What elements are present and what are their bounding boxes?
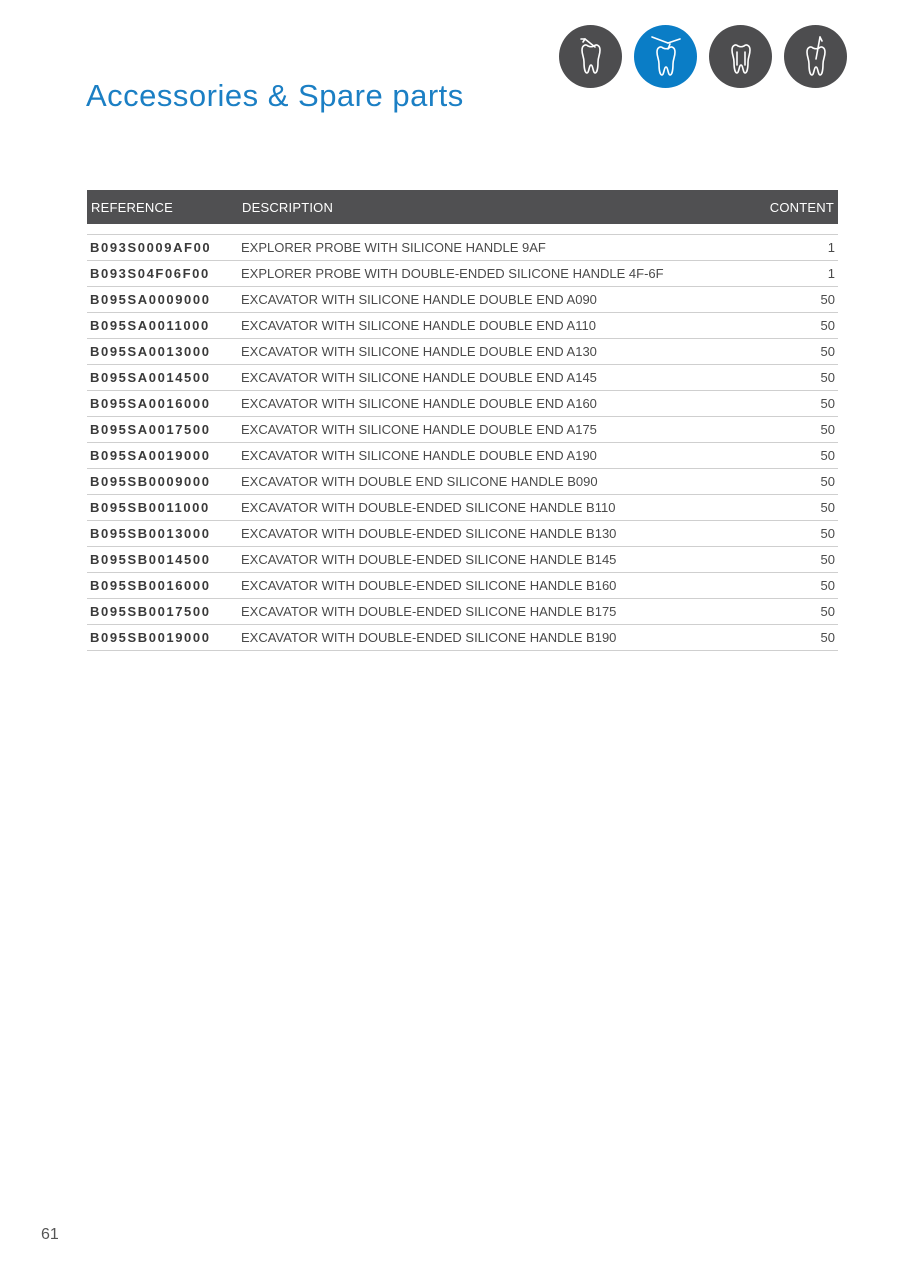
description-cell: EXCAVATOR WITH DOUBLE-ENDED SILICONE HANDLE B190: [238, 625, 758, 651]
table-spacer: [87, 224, 838, 235]
column-header-content: CONTENT: [758, 190, 838, 224]
table-row: [87, 443, 838, 469]
content-cell: 1: [758, 261, 838, 287]
description-cell: EXCAVATOR WITH SILICONE HANDLE DOUBLE END A110: [238, 313, 758, 339]
reference-cell: B095SB0014500: [87, 547, 238, 573]
content-cell: 50: [758, 521, 838, 547]
content-cell: 50: [758, 547, 838, 573]
content-cell: 50: [758, 625, 838, 651]
table-row: [87, 521, 838, 547]
reference-cell: B095SA0014500: [87, 365, 238, 391]
table-row: [87, 573, 838, 599]
tooth-handpiece-icon[interactable]: [634, 25, 697, 88]
table-row: [87, 339, 838, 365]
reference-cell: B095SB0017500: [87, 599, 238, 625]
reference-cell: B095SA0009000: [87, 287, 238, 313]
content-cell: 50: [758, 339, 838, 365]
page-title: Accessories & Spare parts: [86, 78, 464, 113]
column-header-description: DESCRIPTION: [238, 190, 758, 224]
description-cell: EXCAVATOR WITH DOUBLE-ENDED SILICONE HANDLE B160: [238, 573, 758, 599]
table-row: [87, 417, 838, 443]
table-row: [87, 599, 838, 625]
tooth-icon[interactable]: [709, 25, 772, 88]
reference-cell: B095SA0011000: [87, 313, 238, 339]
description-cell: EXCAVATOR WITH SILICONE HANDLE DOUBLE END A190: [238, 443, 758, 469]
description-cell: EXPLORER PROBE WITH SILICONE HANDLE 9AF: [238, 235, 758, 261]
reference-cell: B095SB0019000: [87, 625, 238, 651]
table-row: [87, 469, 838, 495]
content-cell: 50: [758, 365, 838, 391]
table-row: [87, 391, 838, 417]
spare-parts-table: [87, 190, 838, 651]
reference-cell: B095SA0017500: [87, 417, 238, 443]
content-cell: 50: [758, 469, 838, 495]
description-cell: EXCAVATOR WITH SILICONE HANDLE DOUBLE END A090: [238, 287, 758, 313]
table-row: [87, 365, 838, 391]
content-cell: 1: [758, 235, 838, 261]
content-cell: 50: [758, 573, 838, 599]
table-row: [87, 287, 838, 313]
content-cell: 50: [758, 313, 838, 339]
reference-cell: B095SA0013000: [87, 339, 238, 365]
reference-cell: B095SB0009000: [87, 469, 238, 495]
description-cell: EXCAVATOR WITH SILICONE HANDLE DOUBLE END A160: [238, 391, 758, 417]
reference-cell: B093S0009AF00: [87, 235, 238, 261]
description-cell: EXPLORER PROBE WITH DOUBLE-ENDED SILICONE HANDLE 4F-6F: [238, 261, 758, 287]
description-cell: EXCAVATOR WITH DOUBLE-ENDED SILICONE HANDLE B130: [238, 521, 758, 547]
content-cell: 50: [758, 443, 838, 469]
content-cell: 50: [758, 495, 838, 521]
reference-cell: B095SB0016000: [87, 573, 238, 599]
reference-cell: B095SA0019000: [87, 443, 238, 469]
reference-cell: B095SB0013000: [87, 521, 238, 547]
table-row: [87, 261, 838, 287]
reference-cell: B095SA0016000: [87, 391, 238, 417]
description-cell: EXCAVATOR WITH SILICONE HANDLE DOUBLE END A145: [238, 365, 758, 391]
tooth-scaler-icon[interactable]: [559, 25, 622, 88]
table-row: [87, 235, 838, 261]
content-cell: 50: [758, 391, 838, 417]
table-row: [87, 313, 838, 339]
description-cell: EXCAVATOR WITH DOUBLE-ENDED SILICONE HANDLE B110: [238, 495, 758, 521]
table-row: [87, 495, 838, 521]
page-number: 61: [41, 1226, 59, 1243]
description-cell: EXCAVATOR WITH SILICONE HANDLE DOUBLE END A130: [238, 339, 758, 365]
description-cell: EXCAVATOR WITH DOUBLE-ENDED SILICONE HANDLE B145: [238, 547, 758, 573]
tooth-probe-icon[interactable]: [784, 25, 847, 88]
table-row: [87, 547, 838, 573]
table-header-row: [87, 190, 838, 224]
reference-cell: B093S04F06F00: [87, 261, 238, 287]
description-cell: EXCAVATOR WITH SILICONE HANDLE DOUBLE END A175: [238, 417, 758, 443]
reference-cell: B095SB0011000: [87, 495, 238, 521]
description-cell: EXCAVATOR WITH DOUBLE-ENDED SILICONE HANDLE B175: [238, 599, 758, 625]
content-cell: 50: [758, 287, 838, 313]
table-row: [87, 625, 838, 651]
column-header-reference: REFERENCE: [87, 190, 238, 224]
content-cell: 50: [758, 417, 838, 443]
description-cell: EXCAVATOR WITH DOUBLE END SILICONE HANDLE B090: [238, 469, 758, 495]
content-cell: 50: [758, 599, 838, 625]
